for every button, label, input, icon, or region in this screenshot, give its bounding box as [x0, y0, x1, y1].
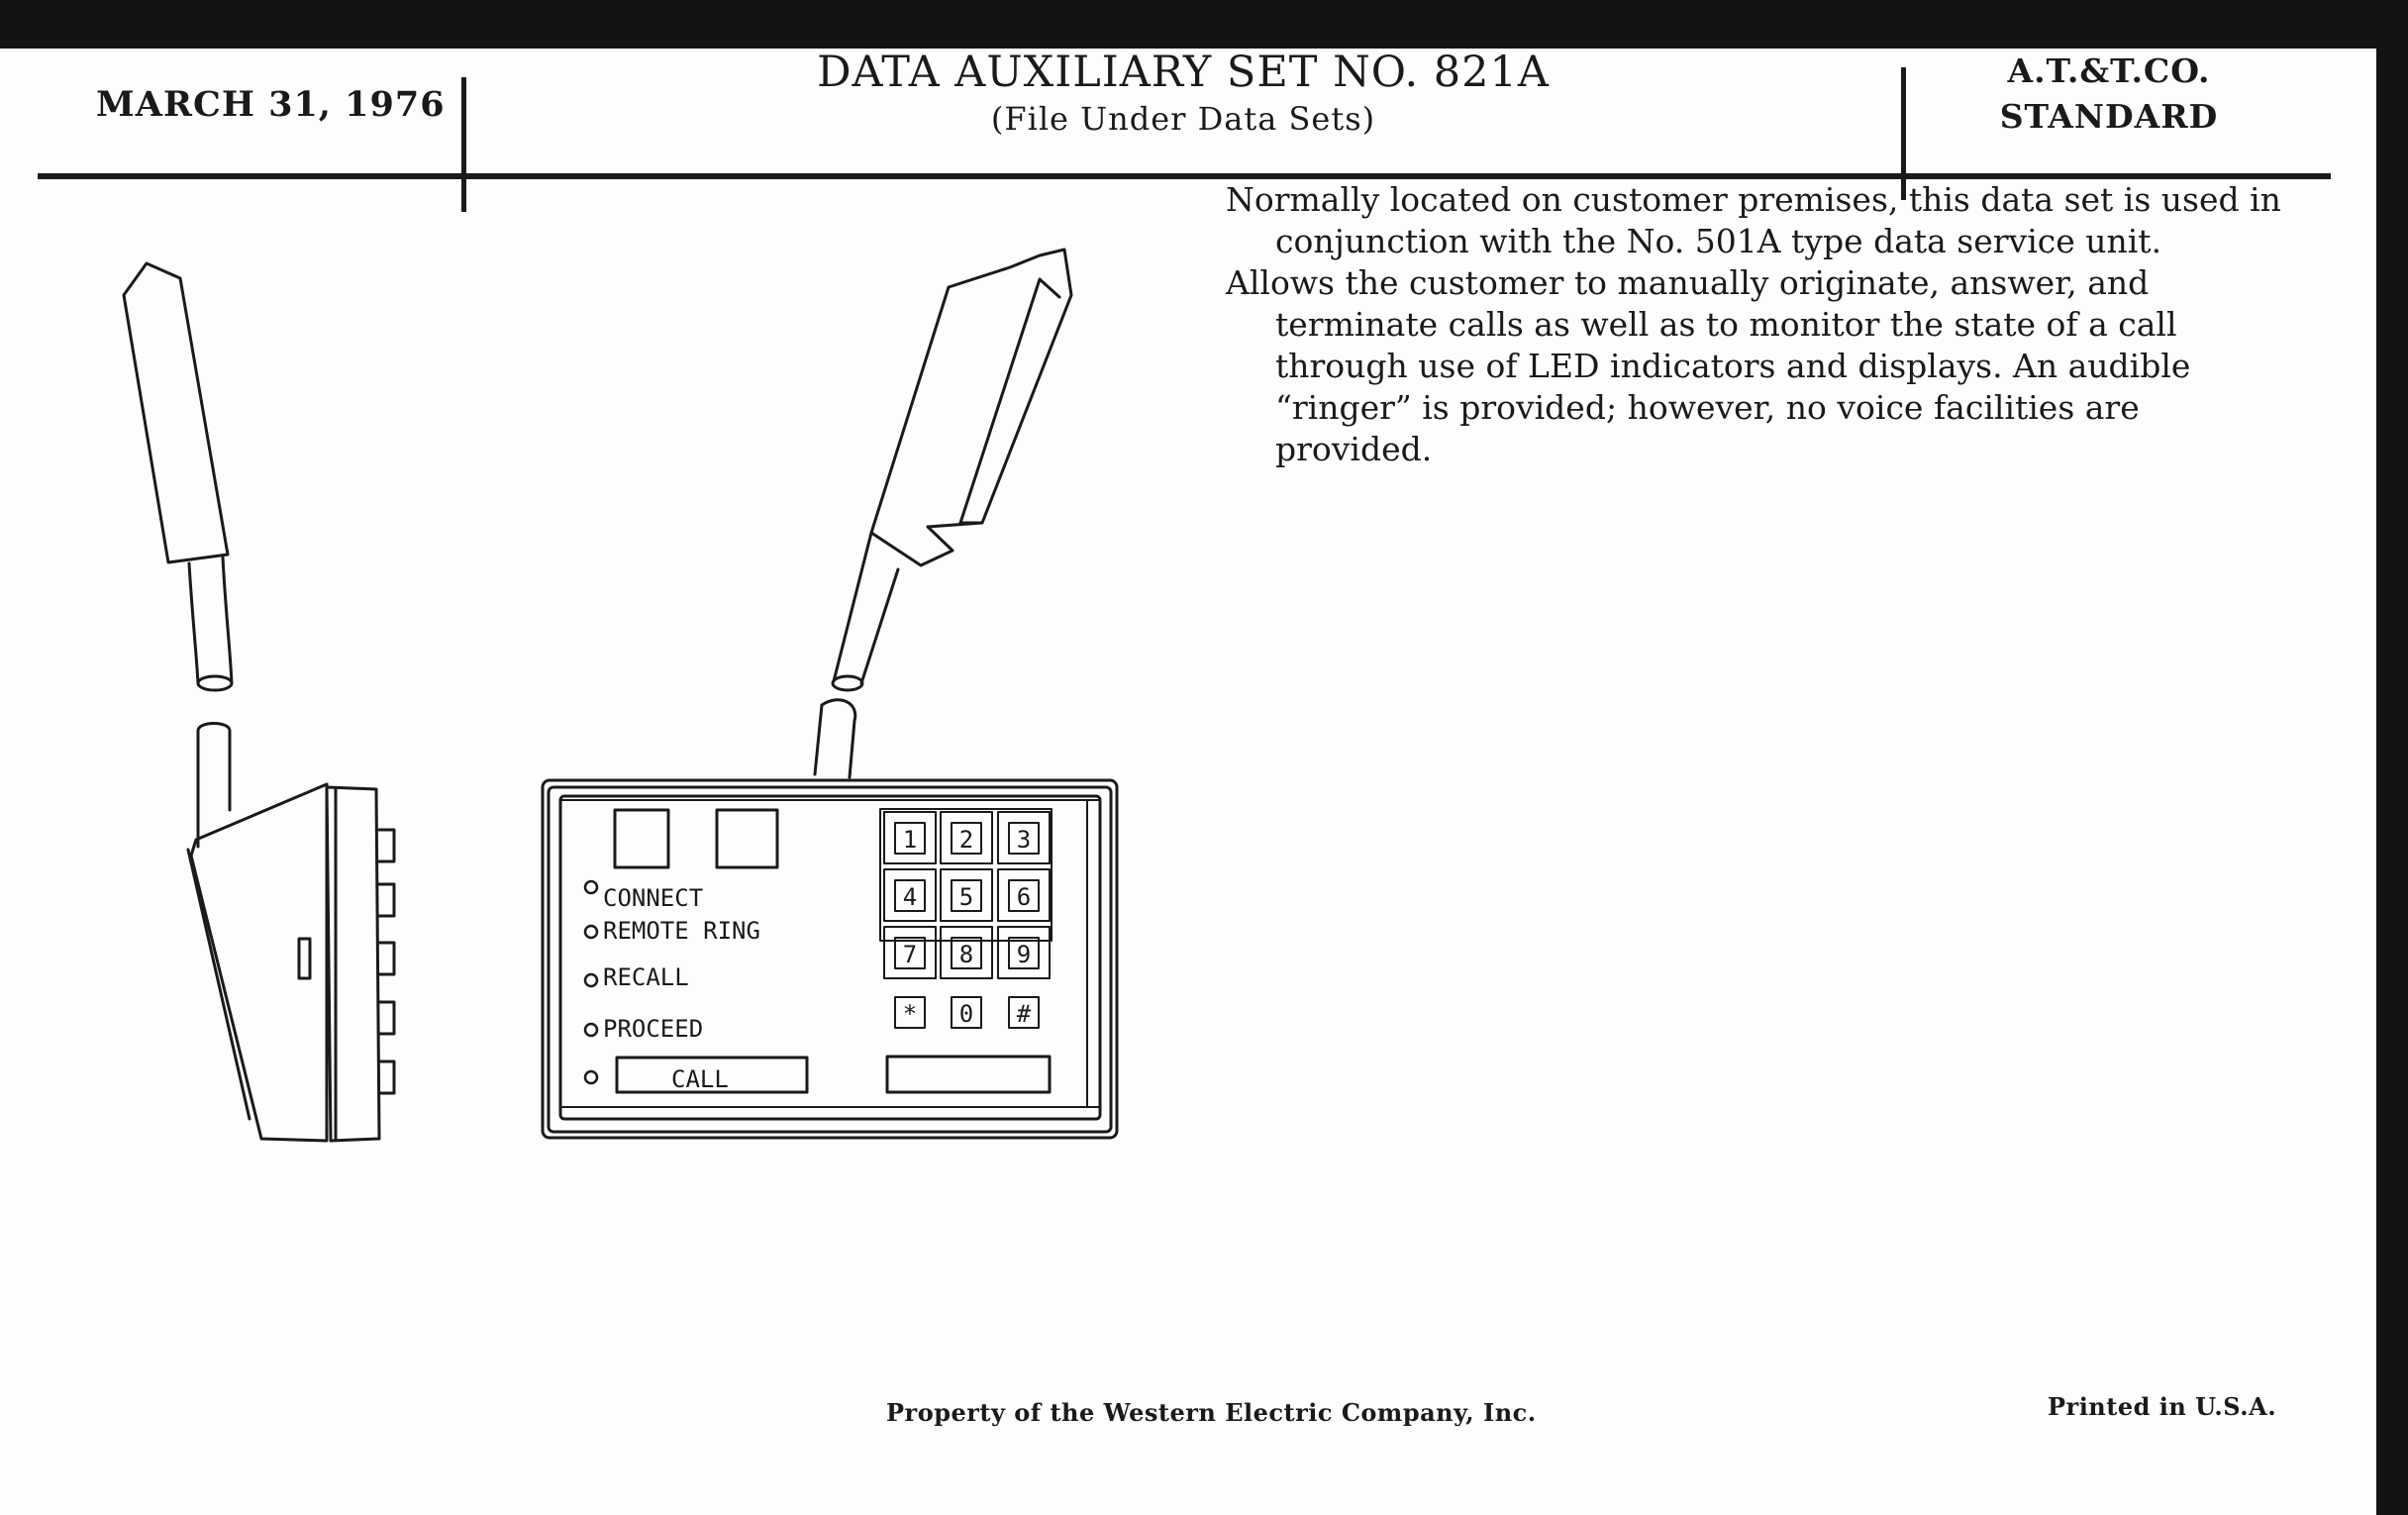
keypad-key-label: #	[1016, 1000, 1032, 1028]
indicator-led	[585, 974, 597, 986]
side-plug-drawing	[124, 263, 232, 690]
indicator-led	[585, 926, 597, 938]
footer-property: Property of the Western Electric Company, Inc.	[886, 1398, 1537, 1427]
keypad-key	[941, 927, 992, 978]
keypad-key	[998, 869, 1050, 921]
display-window-1	[615, 810, 668, 867]
page-subtitle: (File Under Data Sets)	[990, 100, 1376, 138]
indicator-label-recall: RECALL	[603, 963, 689, 991]
indicator-label-connect: CONNECT	[603, 884, 704, 912]
blank-display	[887, 1057, 1050, 1092]
indicator-led	[585, 1024, 597, 1036]
keypad-key-label: 6	[1016, 883, 1032, 911]
display-window-2	[717, 810, 777, 867]
page-title: DATA AUXILIARY SET NO. 821A	[817, 48, 1550, 97]
keypad-key-label: 1	[902, 826, 918, 854]
side-unit-drawing	[188, 724, 394, 1142]
keypad-key-label: 0	[958, 1000, 974, 1028]
indicator-leds	[585, 881, 597, 1083]
keypad-key	[895, 997, 925, 1028]
keypad-key-label: 9	[1016, 941, 1032, 968]
header-date: MARCH 31, 1976	[96, 84, 446, 125]
keypad-key-label: *	[902, 1000, 918, 1028]
keypad-key-label: 3	[1016, 826, 1032, 854]
indicator-led	[585, 1071, 597, 1083]
keypad	[884, 812, 1050, 1028]
indicator-label-remote-ring: REMOTE RING	[603, 917, 760, 945]
keypad-key-label: 2	[958, 826, 974, 854]
keypad-key	[941, 869, 992, 921]
front-console-drawing	[543, 780, 1117, 1138]
call-button-label: CALL	[671, 1065, 729, 1093]
keypad-key	[952, 997, 981, 1028]
keypad-key	[884, 869, 936, 921]
keypad-key	[884, 927, 936, 978]
keypad-key-label: 4	[902, 883, 918, 911]
keypad-key	[941, 812, 992, 863]
standard-line-1: A.T.&T.CO.	[2007, 51, 2211, 90]
keypad-key	[1009, 997, 1039, 1028]
keypad-key	[998, 812, 1050, 863]
indicator-led	[585, 881, 597, 893]
standard-line-2: STANDARD	[1999, 97, 2219, 136]
footer-printed: Printed in U.S.A.	[2048, 1392, 2277, 1421]
keypad-key	[998, 927, 1050, 978]
keypad-key-label: 7	[902, 941, 918, 968]
description-paragraph-1: Normally located on customer premises, this data set is used in conjunction with the No. 501A type data service unit.	[1226, 180, 2281, 260]
indicator-label-proceed: PROCEED	[603, 1015, 704, 1043]
description-paragraph-2: Allows the customer to manually originate, answer, and terminate calls as well as to monitor the state of a call through use of LED indicators and displays. An audible “ringer” is provided; however, no voice facilities are provided.	[1226, 263, 2191, 468]
front-plug-drawing	[815, 250, 1071, 777]
keypad-key	[884, 812, 936, 863]
keypad-key-label: 5	[958, 883, 974, 911]
keypad-key-label: 8	[958, 941, 974, 968]
